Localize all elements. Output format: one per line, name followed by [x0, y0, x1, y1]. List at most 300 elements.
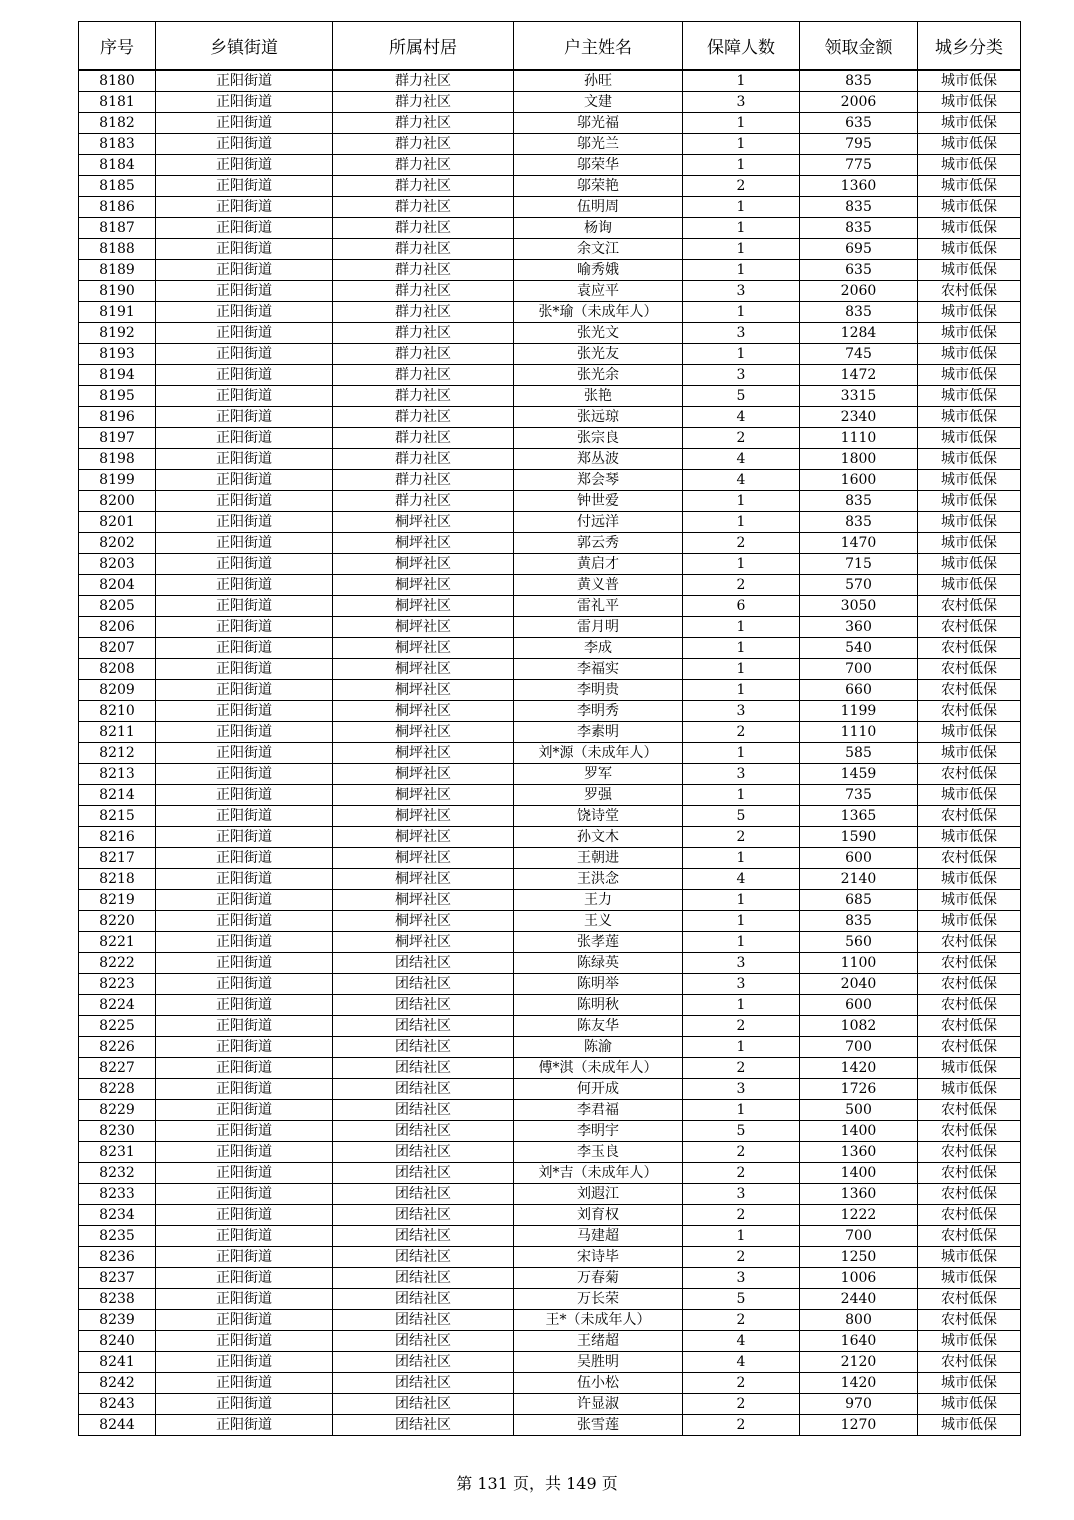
- cell-household-head: 王绪超: [514, 1331, 683, 1352]
- cell-category: 城市低保: [918, 176, 1021, 197]
- cell-community: 桐坪社区: [333, 869, 514, 890]
- table-body: [79, 70, 1021, 1436]
- cell-covered-persons: 1: [683, 911, 800, 932]
- cell-serial: 8238: [79, 1289, 156, 1310]
- cell-township: 正阳街道: [156, 1352, 333, 1373]
- cell-serial: 8186: [79, 197, 156, 218]
- header-serial: 序号: [79, 22, 156, 71]
- cell-community: 群力社区: [333, 155, 514, 176]
- table-row: [79, 1289, 1021, 1310]
- cell-township: 正阳街道: [156, 428, 333, 449]
- cell-serial: 8201: [79, 512, 156, 533]
- table-row: [79, 764, 1021, 785]
- cell-community: 桐坪社区: [333, 785, 514, 806]
- cell-amount: 360: [800, 617, 918, 638]
- table-row: [79, 1016, 1021, 1037]
- cell-household-head: 吴胜明: [514, 1352, 683, 1373]
- cell-amount: 970: [800, 1394, 918, 1415]
- cell-serial: 8180: [79, 70, 156, 92]
- cell-community: 团结社区: [333, 1079, 514, 1100]
- cell-community: 群力社区: [333, 176, 514, 197]
- cell-household-head: 刘*源（未成年人）: [514, 743, 683, 764]
- cell-category: 城市低保: [918, 869, 1021, 890]
- table-row: [79, 386, 1021, 407]
- cell-amount: 635: [800, 260, 918, 281]
- table-row: [79, 449, 1021, 470]
- cell-community: 群力社区: [333, 92, 514, 113]
- cell-township: 正阳街道: [156, 1310, 333, 1331]
- cell-household-head: 王*（未成年人）: [514, 1310, 683, 1331]
- cell-serial: 8210: [79, 701, 156, 722]
- cell-category: 城市低保: [918, 1331, 1021, 1352]
- cell-serial: 8187: [79, 218, 156, 239]
- cell-township: 正阳街道: [156, 1205, 333, 1226]
- cell-household-head: 余文江: [514, 239, 683, 260]
- cell-serial: 8231: [79, 1142, 156, 1163]
- table-row: [79, 1310, 1021, 1331]
- table-row: [79, 659, 1021, 680]
- cell-amount: 1360: [800, 176, 918, 197]
- cell-category: 城市低保: [918, 827, 1021, 848]
- cell-amount: 1222: [800, 1205, 918, 1226]
- cell-serial: 8220: [79, 911, 156, 932]
- table-row: [79, 533, 1021, 554]
- cell-covered-persons: 3: [683, 953, 800, 974]
- cell-township: 正阳街道: [156, 596, 333, 617]
- cell-amount: 800: [800, 1310, 918, 1331]
- cell-household-head: 陈绿英: [514, 953, 683, 974]
- table-row: [79, 1037, 1021, 1058]
- cell-serial: 8239: [79, 1310, 156, 1331]
- cell-amount: 835: [800, 70, 918, 92]
- cell-township: 正阳街道: [156, 113, 333, 134]
- cell-household-head: 傅*淇（未成年人）: [514, 1058, 683, 1079]
- cell-household-head: 李君福: [514, 1100, 683, 1121]
- cell-category: 城市低保: [918, 491, 1021, 512]
- cell-category: 农村低保: [918, 659, 1021, 680]
- cell-amount: 2006: [800, 92, 918, 113]
- cell-covered-persons: 5: [683, 1121, 800, 1142]
- cell-amount: 745: [800, 344, 918, 365]
- cell-category: 农村低保: [918, 806, 1021, 827]
- cell-category: 城市低保: [918, 785, 1021, 806]
- cell-category: 城市低保: [918, 197, 1021, 218]
- cell-community: 团结社区: [333, 995, 514, 1016]
- table-row: [79, 1079, 1021, 1100]
- cell-amount: 3050: [800, 596, 918, 617]
- table-row: [79, 1100, 1021, 1121]
- cell-covered-persons: 2: [683, 722, 800, 743]
- cell-amount: 1006: [800, 1268, 918, 1289]
- table-row: [79, 113, 1021, 134]
- cell-amount: 700: [800, 1226, 918, 1247]
- cell-covered-persons: 3: [683, 1268, 800, 1289]
- table-row: [79, 869, 1021, 890]
- table-row: [79, 932, 1021, 953]
- cell-category: 城市低保: [918, 890, 1021, 911]
- cell-household-head: 许显淑: [514, 1394, 683, 1415]
- cell-category: 农村低保: [918, 1100, 1021, 1121]
- cell-serial: 8221: [79, 932, 156, 953]
- cell-serial: 8229: [79, 1100, 156, 1121]
- cell-covered-persons: 2: [683, 1373, 800, 1394]
- cell-category: 农村低保: [918, 1289, 1021, 1310]
- cell-covered-persons: 2: [683, 1247, 800, 1268]
- cell-community: 群力社区: [333, 449, 514, 470]
- table-row: [79, 1142, 1021, 1163]
- cell-amount: 540: [800, 638, 918, 659]
- cell-category: 城市低保: [918, 344, 1021, 365]
- cell-township: 正阳街道: [156, 1037, 333, 1058]
- cell-covered-persons: 2: [683, 428, 800, 449]
- cell-township: 正阳街道: [156, 407, 333, 428]
- cell-community: 团结社区: [333, 1373, 514, 1394]
- cell-covered-persons: 1: [683, 512, 800, 533]
- cell-category: 城市低保: [918, 239, 1021, 260]
- cell-covered-persons: 5: [683, 806, 800, 827]
- cell-category: 城市低保: [918, 1247, 1021, 1268]
- cell-category: 农村低保: [918, 701, 1021, 722]
- cell-amount: 2140: [800, 869, 918, 890]
- cell-community: 团结社区: [333, 1331, 514, 1352]
- cell-amount: 2440: [800, 1289, 918, 1310]
- cell-township: 正阳街道: [156, 239, 333, 260]
- cell-category: 城市低保: [918, 386, 1021, 407]
- cell-amount: 685: [800, 890, 918, 911]
- cell-category: 城市低保: [918, 134, 1021, 155]
- cell-household-head: 陈明秋: [514, 995, 683, 1016]
- cell-community: 团结社区: [333, 1268, 514, 1289]
- cell-amount: 635: [800, 113, 918, 134]
- cell-community: 桐坪社区: [333, 680, 514, 701]
- cell-category: 城市低保: [918, 533, 1021, 554]
- cell-community: 团结社区: [333, 1205, 514, 1226]
- cell-amount: 2040: [800, 974, 918, 995]
- cell-household-head: 张远琼: [514, 407, 683, 428]
- cell-category: 城市低保: [918, 1268, 1021, 1289]
- cell-community: 团结社区: [333, 1184, 514, 1205]
- cell-serial: 8215: [79, 806, 156, 827]
- cell-serial: 8211: [79, 722, 156, 743]
- cell-covered-persons: 5: [683, 1289, 800, 1310]
- cell-covered-persons: 4: [683, 1352, 800, 1373]
- cell-household-head: 罗军: [514, 764, 683, 785]
- cell-amount: 600: [800, 848, 918, 869]
- cell-category: 农村低保: [918, 1037, 1021, 1058]
- cell-community: 团结社区: [333, 1310, 514, 1331]
- cell-covered-persons: 1: [683, 785, 800, 806]
- cell-serial: 8188: [79, 239, 156, 260]
- cell-covered-persons: 4: [683, 407, 800, 428]
- cell-covered-persons: 3: [683, 323, 800, 344]
- cell-township: 正阳街道: [156, 869, 333, 890]
- cell-amount: 1110: [800, 722, 918, 743]
- cell-category: 城市低保: [918, 1415, 1021, 1436]
- cell-household-head: 张*瑜（未成年人）: [514, 302, 683, 323]
- cell-household-head: 黄启才: [514, 554, 683, 575]
- cell-category: 农村低保: [918, 953, 1021, 974]
- cell-household-head: 刘遐江: [514, 1184, 683, 1205]
- header-covered-persons: 保障人数: [683, 22, 800, 71]
- cell-township: 正阳街道: [156, 449, 333, 470]
- cell-household-head: 饶诗堂: [514, 806, 683, 827]
- cell-township: 正阳街道: [156, 176, 333, 197]
- cell-amount: 1360: [800, 1184, 918, 1205]
- cell-community: 桐坪社区: [333, 827, 514, 848]
- cell-community: 群力社区: [333, 70, 514, 92]
- cell-category: 农村低保: [918, 1142, 1021, 1163]
- cell-serial: 8223: [79, 974, 156, 995]
- cell-household-head: 袁应平: [514, 281, 683, 302]
- cell-township: 正阳街道: [156, 575, 333, 596]
- cell-township: 正阳街道: [156, 533, 333, 554]
- cell-amount: 1270: [800, 1415, 918, 1436]
- cell-category: 城市低保: [918, 113, 1021, 134]
- table-row: [79, 302, 1021, 323]
- cell-category: 农村低保: [918, 1226, 1021, 1247]
- cell-covered-persons: 2: [683, 1016, 800, 1037]
- cell-amount: 1365: [800, 806, 918, 827]
- cell-township: 正阳街道: [156, 764, 333, 785]
- cell-township: 正阳街道: [156, 785, 333, 806]
- cell-township: 正阳街道: [156, 1394, 333, 1415]
- cell-community: 桐坪社区: [333, 764, 514, 785]
- cell-amount: 1284: [800, 323, 918, 344]
- table-row: [79, 953, 1021, 974]
- cell-township: 正阳街道: [156, 848, 333, 869]
- cell-household-head: 王洪念: [514, 869, 683, 890]
- cell-household-head: 伍明周: [514, 197, 683, 218]
- table-row: [79, 70, 1021, 92]
- cell-serial: 8191: [79, 302, 156, 323]
- table-row: [79, 701, 1021, 722]
- cell-category: 城市低保: [918, 470, 1021, 491]
- cell-category: 城市低保: [918, 743, 1021, 764]
- cell-serial: 8189: [79, 260, 156, 281]
- cell-amount: 1459: [800, 764, 918, 785]
- cell-community: 群力社区: [333, 134, 514, 155]
- cell-household-head: 雷礼平: [514, 596, 683, 617]
- cell-community: 团结社区: [333, 1394, 514, 1415]
- cell-township: 正阳街道: [156, 470, 333, 491]
- cell-serial: 8222: [79, 953, 156, 974]
- cell-township: 正阳街道: [156, 1373, 333, 1394]
- cell-community: 团结社区: [333, 1142, 514, 1163]
- cell-serial: 8219: [79, 890, 156, 911]
- cell-serial: 8181: [79, 92, 156, 113]
- cell-serial: 8205: [79, 596, 156, 617]
- cell-covered-persons: 1: [683, 932, 800, 953]
- cell-covered-persons: 1: [683, 1226, 800, 1247]
- cell-amount: 3315: [800, 386, 918, 407]
- cell-township: 正阳街道: [156, 701, 333, 722]
- cell-covered-persons: 2: [683, 1163, 800, 1184]
- cell-township: 正阳街道: [156, 1142, 333, 1163]
- cell-category: 农村低保: [918, 932, 1021, 953]
- table-row: [79, 260, 1021, 281]
- cell-household-head: 宋诗毕: [514, 1247, 683, 1268]
- cell-covered-persons: 1: [683, 113, 800, 134]
- cell-serial: 8207: [79, 638, 156, 659]
- cell-serial: 8185: [79, 176, 156, 197]
- cell-household-head: 孙旺: [514, 70, 683, 92]
- cell-covered-persons: 1: [683, 638, 800, 659]
- cell-community: 团结社区: [333, 1352, 514, 1373]
- cell-community: 团结社区: [333, 1247, 514, 1268]
- cell-household-head: 孙文木: [514, 827, 683, 848]
- cell-covered-persons: 1: [683, 680, 800, 701]
- header-community: 所属村居: [333, 22, 514, 71]
- cell-township: 正阳街道: [156, 953, 333, 974]
- table-row: [79, 974, 1021, 995]
- cell-covered-persons: 3: [683, 92, 800, 113]
- cell-household-head: 刘育权: [514, 1205, 683, 1226]
- cell-amount: 1420: [800, 1373, 918, 1394]
- header-category: 城乡分类: [918, 22, 1021, 71]
- table-row: [79, 722, 1021, 743]
- table-row: [79, 197, 1021, 218]
- cell-amount: 1100: [800, 953, 918, 974]
- cell-community: 团结社区: [333, 953, 514, 974]
- cell-category: 城市低保: [918, 155, 1021, 176]
- cell-community: 群力社区: [333, 239, 514, 260]
- cell-serial: 8240: [79, 1331, 156, 1352]
- cell-category: 城市低保: [918, 218, 1021, 239]
- cell-township: 正阳街道: [156, 1415, 333, 1436]
- cell-covered-persons: 2: [683, 827, 800, 848]
- cell-community: 群力社区: [333, 386, 514, 407]
- cell-covered-persons: 1: [683, 491, 800, 512]
- cell-serial: 8230: [79, 1121, 156, 1142]
- cell-category: 城市低保: [918, 1373, 1021, 1394]
- cell-amount: 700: [800, 659, 918, 680]
- cell-category: 城市低保: [918, 260, 1021, 281]
- cell-covered-persons: 1: [683, 302, 800, 323]
- cell-township: 正阳街道: [156, 281, 333, 302]
- cell-covered-persons: 3: [683, 1079, 800, 1100]
- cell-community: 桐坪社区: [333, 533, 514, 554]
- cell-township: 正阳街道: [156, 302, 333, 323]
- cell-township: 正阳街道: [156, 827, 333, 848]
- cell-category: 农村低保: [918, 281, 1021, 302]
- cell-township: 正阳街道: [156, 995, 333, 1016]
- cell-amount: 695: [800, 239, 918, 260]
- cell-township: 正阳街道: [156, 659, 333, 680]
- cell-category: 城市低保: [918, 554, 1021, 575]
- cell-household-head: 郑会琴: [514, 470, 683, 491]
- table-row: [79, 890, 1021, 911]
- cell-household-head: 刘*吉（未成年人）: [514, 1163, 683, 1184]
- cell-covered-persons: 2: [683, 1058, 800, 1079]
- cell-township: 正阳街道: [156, 1184, 333, 1205]
- cell-covered-persons: 1: [683, 239, 800, 260]
- cell-township: 正阳街道: [156, 218, 333, 239]
- table-row: [79, 134, 1021, 155]
- cell-community: 团结社区: [333, 1289, 514, 1310]
- cell-household-head: 万春菊: [514, 1268, 683, 1289]
- cell-community: 团结社区: [333, 1058, 514, 1079]
- cell-household-head: 雷月明: [514, 617, 683, 638]
- cell-serial: 8236: [79, 1247, 156, 1268]
- table-row: [79, 596, 1021, 617]
- cell-serial: 8200: [79, 491, 156, 512]
- cell-household-head: 万长荣: [514, 1289, 683, 1310]
- cell-category: 城市低保: [918, 70, 1021, 92]
- table-row: [79, 1184, 1021, 1205]
- cell-amount: 660: [800, 680, 918, 701]
- cell-township: 正阳街道: [156, 344, 333, 365]
- cell-household-head: 陈明举: [514, 974, 683, 995]
- cell-township: 正阳街道: [156, 1100, 333, 1121]
- cell-community: 群力社区: [333, 365, 514, 386]
- table-row: [79, 1205, 1021, 1226]
- cell-category: 农村低保: [918, 1352, 1021, 1373]
- cell-category: 城市低保: [918, 1058, 1021, 1079]
- cell-township: 正阳街道: [156, 680, 333, 701]
- cell-covered-persons: 2: [683, 1415, 800, 1436]
- cell-household-head: 王力: [514, 890, 683, 911]
- cell-township: 正阳街道: [156, 197, 333, 218]
- cell-covered-persons: 1: [683, 659, 800, 680]
- cell-household-head: 付远洋: [514, 512, 683, 533]
- cell-covered-persons: 1: [683, 1100, 800, 1121]
- cell-category: 农村低保: [918, 617, 1021, 638]
- cell-community: 团结社区: [333, 1163, 514, 1184]
- cell-category: 农村低保: [918, 974, 1021, 995]
- cell-category: 城市低保: [918, 575, 1021, 596]
- cell-category: 城市低保: [918, 1394, 1021, 1415]
- cell-serial: 8234: [79, 1205, 156, 1226]
- cell-covered-persons: 4: [683, 1331, 800, 1352]
- cell-category: 农村低保: [918, 1205, 1021, 1226]
- cell-household-head: 李明宇: [514, 1121, 683, 1142]
- cell-covered-persons: 1: [683, 134, 800, 155]
- table-row: [79, 554, 1021, 575]
- cell-community: 群力社区: [333, 428, 514, 449]
- cell-covered-persons: 1: [683, 260, 800, 281]
- cell-township: 正阳街道: [156, 386, 333, 407]
- table-row: [79, 575, 1021, 596]
- table-row: [79, 281, 1021, 302]
- table-row: [79, 617, 1021, 638]
- cell-amount: 835: [800, 302, 918, 323]
- cell-community: 桐坪社区: [333, 554, 514, 575]
- cell-township: 正阳街道: [156, 974, 333, 995]
- table-row: [79, 323, 1021, 344]
- cell-township: 正阳街道: [156, 1331, 333, 1352]
- cell-amount: 715: [800, 554, 918, 575]
- cell-category: 农村低保: [918, 1016, 1021, 1037]
- cell-township: 正阳街道: [156, 911, 333, 932]
- cell-community: 桐坪社区: [333, 512, 514, 533]
- cell-category: 农村低保: [918, 638, 1021, 659]
- cell-category: 城市低保: [918, 449, 1021, 470]
- cell-community: 桐坪社区: [333, 596, 514, 617]
- table-row: [79, 155, 1021, 176]
- cell-household-head: 郭云秀: [514, 533, 683, 554]
- cell-amount: 700: [800, 1037, 918, 1058]
- cell-township: 正阳街道: [156, 260, 333, 281]
- table-row: [79, 806, 1021, 827]
- cell-township: 正阳街道: [156, 722, 333, 743]
- cell-community: 桐坪社区: [333, 848, 514, 869]
- cell-household-head: 郑丛波: [514, 449, 683, 470]
- cell-township: 正阳街道: [156, 1289, 333, 1310]
- cell-serial: 8216: [79, 827, 156, 848]
- cell-serial: 8237: [79, 1268, 156, 1289]
- cell-category: 城市低保: [918, 428, 1021, 449]
- table-row: [79, 365, 1021, 386]
